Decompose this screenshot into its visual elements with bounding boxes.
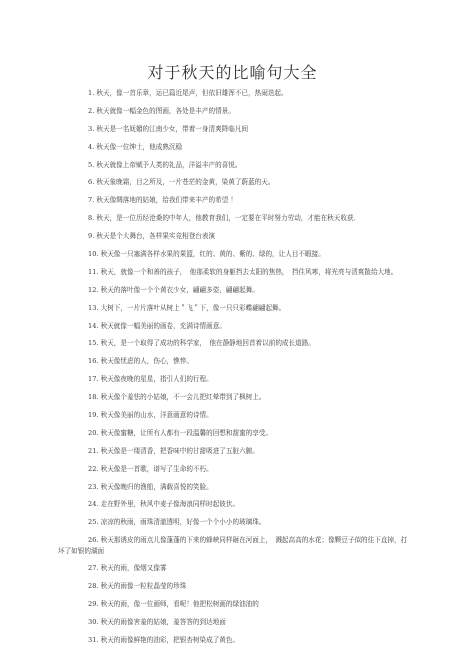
item-text: 秋天的雨像鲜艳的油彩，把银杏树染成了黄色。 xyxy=(100,636,240,645)
item-number: 12. xyxy=(88,285,99,294)
simile-list xyxy=(58,88,410,653)
item-text: 秋天像晚归的渔船，满载喜悦的笑脸。 xyxy=(100,482,213,491)
item-text: 大树下，一片片落叶从树上＂飞＂下，像一只只彩蝶翩翩起舞。 xyxy=(100,303,286,312)
item-number: 29. xyxy=(88,600,99,609)
item-number: 21. xyxy=(88,446,99,455)
item-number: 15. xyxy=(88,339,99,348)
list-item xyxy=(58,428,410,438)
item-number: 27. xyxy=(88,564,99,573)
list-item xyxy=(58,285,410,295)
item-text: 秋天像绸落地的姑娘，给我们带来丰产的希望 ！ xyxy=(96,196,237,205)
item-number: 16. xyxy=(88,357,99,366)
list-item xyxy=(58,464,410,474)
item-text: 秋天的雨，像烟又像雾 xyxy=(100,564,167,573)
item-text: 秋天像蜜糖，让所有人都有一段温馨的回想和甜蜜的享受。 xyxy=(100,428,273,437)
item-number: 3. xyxy=(88,124,95,133)
item-number: 30. xyxy=(88,618,99,627)
item-text: 秋天像夜晚的星星，指引人们的行程。 xyxy=(100,375,213,384)
list-item xyxy=(58,581,410,591)
item-number: 28. xyxy=(88,582,99,591)
list-item xyxy=(58,213,410,223)
item-text: 秋天像忧虑的人，伤心，憔悴。 xyxy=(100,357,193,366)
item-number: 19. xyxy=(88,411,99,420)
item-number: 8. xyxy=(88,214,95,223)
list-item xyxy=(58,160,410,170)
item-text: 秋天，像一首乐章，运已篇近尾声，但依旧雄浑不已，热闹迭起。 xyxy=(96,89,288,97)
item-text: 秋天，是一个取得了成功的科学家， 他在静静地回首着以前的成长道路。 xyxy=(100,339,315,348)
list-item xyxy=(58,321,410,331)
item-number: 4. xyxy=(88,142,95,151)
item-number: 24. xyxy=(88,500,99,509)
list-item xyxy=(58,499,410,509)
item-text: 秋天是个大舞台，各样果实竞相登台表演 xyxy=(96,232,216,241)
list-item xyxy=(58,392,410,402)
item-number: 25. xyxy=(88,518,99,527)
item-number: 20. xyxy=(88,428,99,437)
item-number: 1. xyxy=(88,89,95,97)
list-item xyxy=(58,124,410,134)
list-item xyxy=(58,177,410,187)
list-item xyxy=(58,374,410,384)
item-text: 秋天像个羞怯的小姑娘，不一会儿把红晕带到了枫树上。 xyxy=(100,393,266,402)
item-text: 凉凉的秋雨，雨珠清澈透明，好像一个个小小的玻璃珠。 xyxy=(100,518,266,527)
list-item xyxy=(58,88,410,98)
item-number: 26. xyxy=(88,536,99,545)
item-text: 秋天，是一位历经沧桑的中年人，他教育我们，一定要在平时努力劳动，才能在秋天收获． xyxy=(96,214,361,223)
page-title: 对于秋天的比喻句大全 xyxy=(147,63,318,82)
item-number: 6. xyxy=(88,178,95,187)
item-text: 秋天就像上帝赋予人类的礼品，洋溢丰产的喜悦。 xyxy=(96,160,242,169)
list-item xyxy=(58,482,410,492)
list-item xyxy=(58,195,410,205)
item-number: 22. xyxy=(88,464,99,473)
item-number: 10. xyxy=(88,250,99,259)
list-item xyxy=(58,231,410,241)
item-number: 7. xyxy=(88,196,95,205)
item-number: 31. xyxy=(88,636,99,645)
item-text: 秋天的落叶像一个个黄衣少女，翩翩多姿，翩翩起舞。 xyxy=(100,285,259,294)
item-number: 18. xyxy=(88,393,99,402)
list-item xyxy=(58,267,410,277)
list-item xyxy=(58,142,410,152)
list-item xyxy=(58,599,410,609)
list-item xyxy=(58,535,410,556)
item-text: 秋天，就像一个和善的孩子， 他那柔软的身躯挡去太阳的焦热， 挡住风寒，将光亮与清爽散给大地。 xyxy=(100,267,398,276)
item-number: 9. xyxy=(88,232,95,241)
list-item xyxy=(58,338,410,348)
item-text: 秋天像一只塞满各样水果的果篮，红的、黄的、紫的、绿的，让人目不暇接。 xyxy=(100,250,325,259)
list-item xyxy=(58,517,410,527)
list-item xyxy=(58,106,410,116)
item-text: 秋天像是一缕清香，把香味中的甘甜吸进了五脏六腑。 xyxy=(100,446,259,455)
item-text: 秋天象晚霜，目之所及，一片苍茫的金黄，染黄了蔚蓝的天。 xyxy=(96,178,275,187)
item-number: 13. xyxy=(88,303,99,312)
item-text: 秋天像是一首歌，谱写了生命的不朽。 xyxy=(100,464,213,473)
list-item xyxy=(58,356,410,366)
item-text: 秋天的雨像一粒粒晶莹的珍珠 xyxy=(100,582,187,591)
item-text: 秋天的雨像害羞的姑娘，羞答答的到达地面 xyxy=(100,618,226,627)
list-item xyxy=(58,446,410,456)
item-number: 14. xyxy=(88,321,99,330)
item-text: 秋天的雨，像一位画师，看呢！他把松树画的绿油油的 xyxy=(100,600,259,609)
item-text: 秋天就像一幅金色的图画，各处是丰产的情景。 xyxy=(96,106,235,115)
item-number: 2. xyxy=(88,106,95,115)
list-item xyxy=(58,303,410,313)
item-number: 17. xyxy=(88,375,99,384)
item-text: 秋天就像一幅美丽的画卷，充满诗情画意。 xyxy=(100,321,226,330)
item-number: 23. xyxy=(88,482,99,491)
list-item xyxy=(58,617,410,627)
item-text: 秋天像美丽的山水，洋意画意的诗情。 xyxy=(100,411,213,420)
item-text: 秋天是一名妩媚的江南少女，带着一身清爽降临凡间 xyxy=(96,124,249,133)
list-item xyxy=(58,410,410,420)
item-text: 秋天那诱皮的雨点儿像蓬蓬的下来的蜂峡同样砸在河面上， 溅起高高的水花；像颗豆子似的往下直掉，打坏了如银的湖面 xyxy=(58,536,408,555)
list-item xyxy=(58,563,410,573)
list-item xyxy=(58,635,410,645)
item-number: 5. xyxy=(88,160,95,169)
item-text: 走在野外里，秋风中麦子像海浪同样时起彼伏。 xyxy=(100,500,240,509)
list-item xyxy=(58,249,410,259)
item-text: 秋天像一位绅士，他成熟沉稳 xyxy=(96,142,183,151)
item-number: 11. xyxy=(88,267,99,276)
